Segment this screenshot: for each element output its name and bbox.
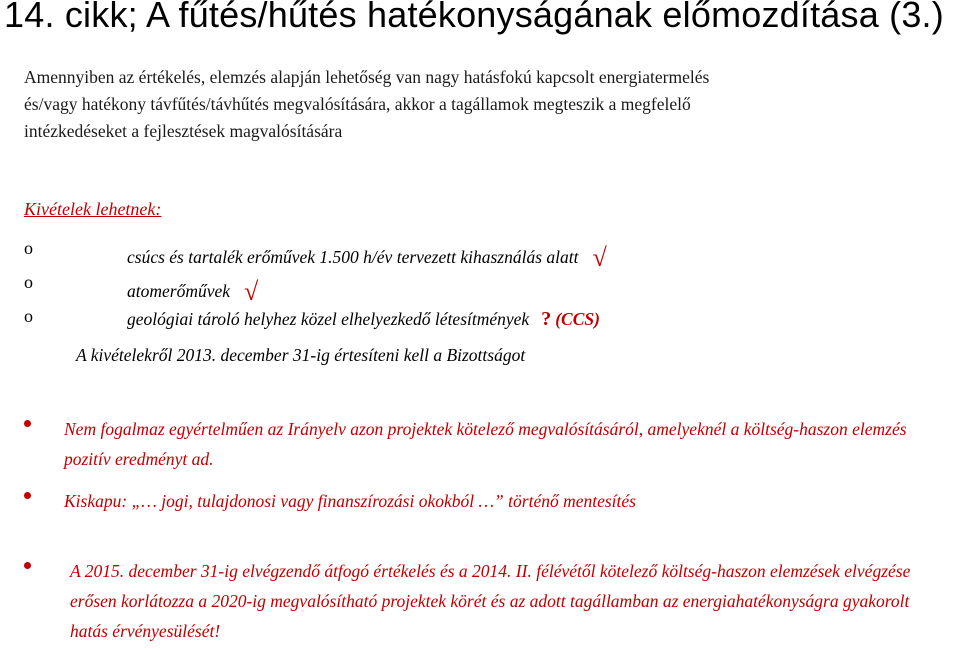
- bullet-dot-icon: [24, 492, 31, 499]
- ccs-label: (CCS): [555, 309, 600, 329]
- bullet-text: Nem fogalmaz egyértelműen az Irányelv azon projektek kötelező megvalósításáról, amelyeknél a költség-haszon elemzés pozitív eredményt ad.: [64, 419, 907, 469]
- checkmark-icon: √: [244, 277, 259, 306]
- page-title: 14. cikk; A fűtés/hűtés hatékonyságának előmozdítása (3.): [4, 0, 944, 35]
- bullet-dot-icon: [24, 562, 31, 569]
- circle-bullet-icon: o: [24, 272, 33, 292]
- bullet-text: A 2015. december 31-ig elvégzendő átfogó értékelés és a 2014. II. félévétől kötelező költség-haszon elemzések elvégzése erősen korlátozza a 2020-ig megvalósítható projektek körét és az adott tagállamban az energiahatékonyságra gyakorolt hatás érvényesülését!: [70, 561, 911, 641]
- exception-text: atomerőművek: [127, 281, 231, 301]
- bullet-dot-icon: [24, 420, 31, 427]
- exceptions-heading: Kivételek lehetnek:: [24, 199, 162, 219]
- intro-paragraph: Amennyiben az értékelés, elemzés alapján lehetőség van nagy hatásfokú kapcsolt energiatermelés és/vagy hatékony távfűtés/távhűtés megvalósítására, akkor a tagállamok megteszik a megfelelő intézkedéseket a fejlesztések magvalósítására: [24, 67, 710, 141]
- exception-text: geológiai tároló helyhez közel elhelyezkedő létesítmények: [127, 309, 530, 329]
- question-mark: ?: [541, 308, 552, 330]
- exceptions-deadline: A kivételekről 2013. december 31-ig értesíteni kell a Bizottságot: [76, 345, 526, 365]
- circle-bullet-icon: o: [24, 306, 33, 326]
- bullet-text: Kiskapu: „… jogi, tulajdonosi vagy finanszírozási okokból …” történő mentesítés: [64, 491, 636, 511]
- exception-text: csúcs és tartalék erőművek 1.500 h/év tervezett kihasználás alatt: [127, 247, 579, 267]
- circle-bullet-icon: o: [24, 238, 33, 258]
- checkmark-icon: √: [592, 243, 607, 272]
